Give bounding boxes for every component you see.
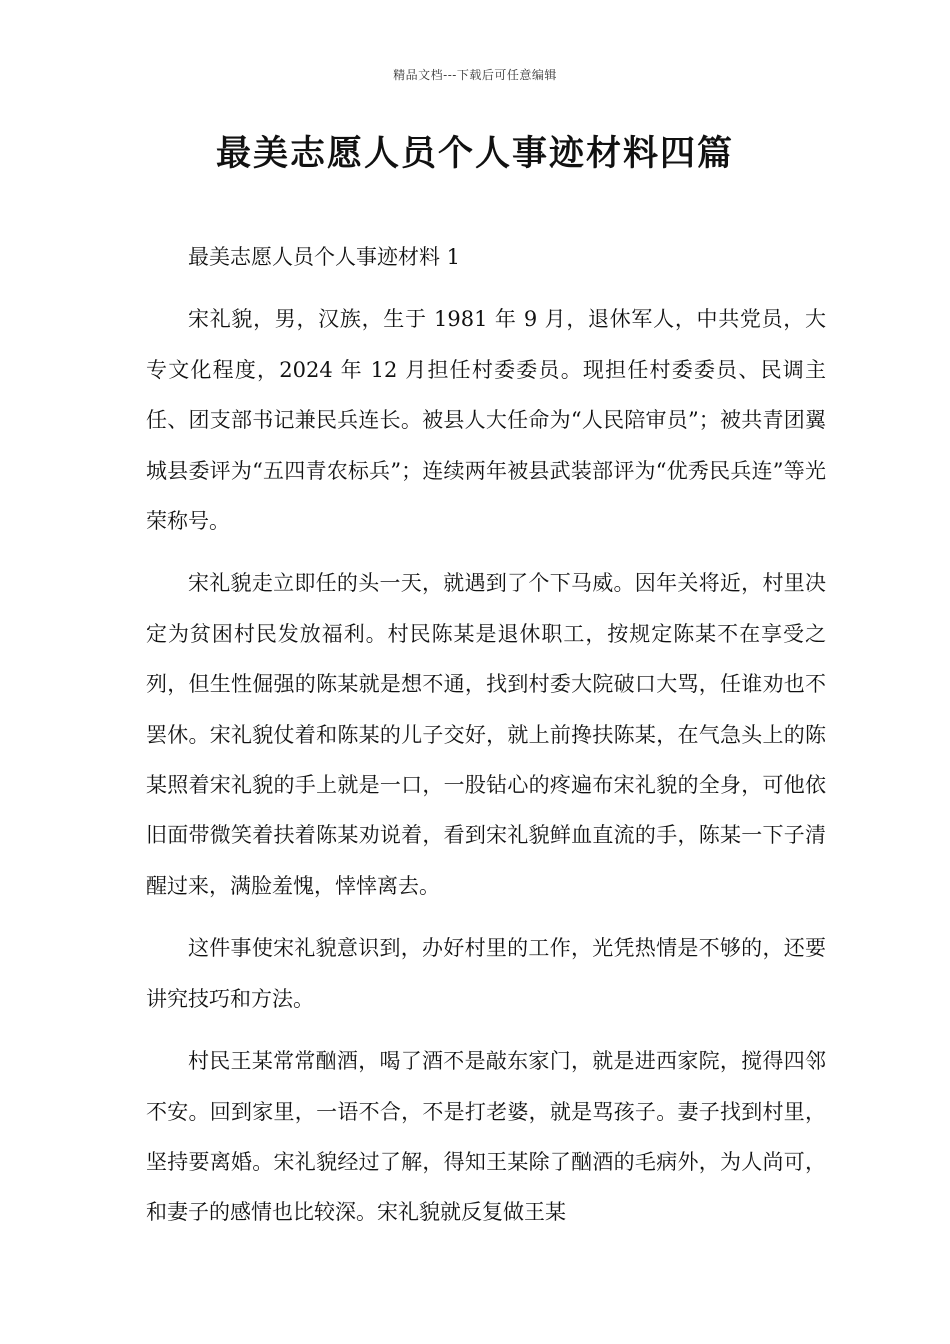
body-paragraph: 这件事使宋礼貌意识到，办好村里的工作，光凭热情是不够的，还要讲究技巧和方法。	[146, 936, 826, 1011]
body-paragraph: 宋礼貌走立即任的头一天，就遇到了个下马威。因年关将近，村里决定为贫困村民发放福利。村民陈某是退休职工，按规定陈某不在享受之列，但生性倔强的陈某就是想不通，找到村委大院破口大骂，任谁劝也不罢休。宋礼貌仗着和陈某的儿子交好，就上前搀扶陈某，在气急头上的陈某照着宋礼貌的手上就是一口，一股钻心的疼遍布宋礼貌的全身，可他依旧面带微笑着扶着陈某劝说着，看到宋礼貌鲜血直流的手，陈某一下子清醒过来，满脸羞愧，悻悻离去。	[146, 571, 826, 898]
body-paragraph: 宋礼貌，男，汉族，生于 1981 年 9 月，退休军人，中共党员，大专文化程度，2024 年 12 月担任村委委员。现担任村委委员、民调主任、团支部书记兼民兵连长。被县人大任命为“人民陪审员”；被共青团翼城县委评为“五四青农标兵”；连续两年被县武装部评为“优秀民兵连”等光荣称号。	[146, 307, 826, 534]
section-subheading: 最美志愿人员个人事迹材料 1	[188, 245, 461, 269]
document-title: 最美志愿人员个人事迹材料四篇	[215, 133, 734, 174]
header-note: 精品文档---下载后可任意编辑	[393, 68, 557, 82]
document-body	[146, 232, 826, 1250]
body-paragraph: 村民王某常常酗酒，喝了酒不是敲东家门，就是进西家院，搅得四邻不安。回到家里，一语不合，不是打老婆，就是骂孩子。妻子找到村里，坚持要离婚。宋礼貌经过了解，得知王某除了酗酒的毛病外，为人尚可，和妻子的感情也比较深。宋礼貌就反复做王某	[146, 1049, 826, 1225]
